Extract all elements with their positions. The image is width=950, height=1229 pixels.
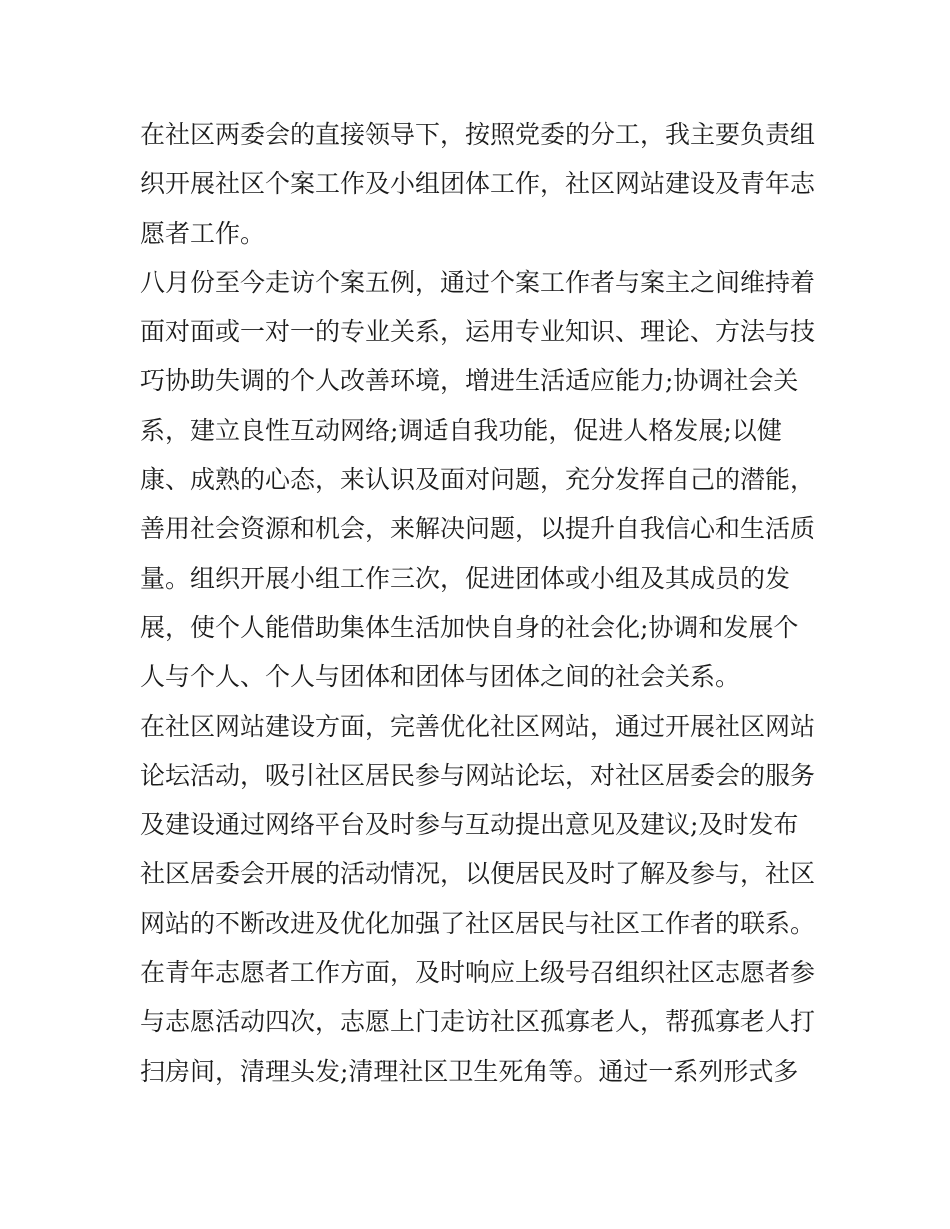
text-line: 网站的不断改进及优化加强了社区居民与社区工作者的联系。 [140, 908, 816, 938]
text-line: 织开展社区个案工作及小组团体工作，社区网站建设及青年志 [140, 169, 816, 199]
text-line: 愿者工作。 [140, 218, 266, 248]
document-body [140, 110, 820, 1096]
text-line: 巧协助失调的个人改善环境，增进生活适应能力;协调社会关 [140, 366, 799, 396]
text-line: 面对面或一对一的专业关系，运用专业知识、理论、方法与技 [140, 317, 816, 347]
paragraph-leadership [140, 110, 820, 258]
text-line: 八月份至今走访个案五例，通过个案工作者与案主之间维持着 [140, 267, 816, 297]
text-line: 及建设通过网络平台及时参与互动提出意见及建议;及时发布 [140, 810, 799, 840]
paragraph-website [140, 702, 820, 948]
text-line: 系，建立良性互动网络;调适自我功能，促进人格发展;以健 [140, 415, 782, 445]
text-line: 扫房间，清理头发;清理社区卫生死角等。通过一系列形式多 [140, 1056, 799, 1086]
text-line: 社区居委会开展的活动情况，以便居民及时了解及参与，社区 [140, 859, 816, 889]
text-line: 展，使个人能借助集体生活加快自身的社会化;协调和发展个 [140, 612, 799, 642]
paragraph-volunteers [140, 948, 820, 1096]
text-line: 康、成熟的心态，来认识及面对问题，充分发挥自己的潜能， [140, 465, 816, 495]
text-line: 在青年志愿者工作方面，及时响应上级号召组织社区志愿者参 [140, 958, 816, 988]
text-line: 与志愿活动四次，志愿上门走访社区孤寡老人，帮孤寡老人打 [140, 1007, 816, 1037]
text-line: 人与个人、个人与团体和团体与团体之间的社会关系。 [140, 662, 741, 692]
paragraph-casework [140, 258, 820, 702]
text-line: 善用社会资源和机会，来解决问题，以提升自我信心和生活质 [140, 514, 816, 544]
text-line: 在社区网站建设方面，完善优化社区网站，通过开展社区网站 [140, 711, 816, 741]
text-line: 量。组织开展小组工作三次，促进团体或小组及其成员的发 [140, 563, 791, 593]
text-line: 论坛活动，吸引社区居民参与网站论坛，对社区居委会的服务 [140, 760, 816, 790]
text-line: 在社区两委会的直接领导下，按照党委的分工，我主要负责组 [140, 120, 816, 149]
